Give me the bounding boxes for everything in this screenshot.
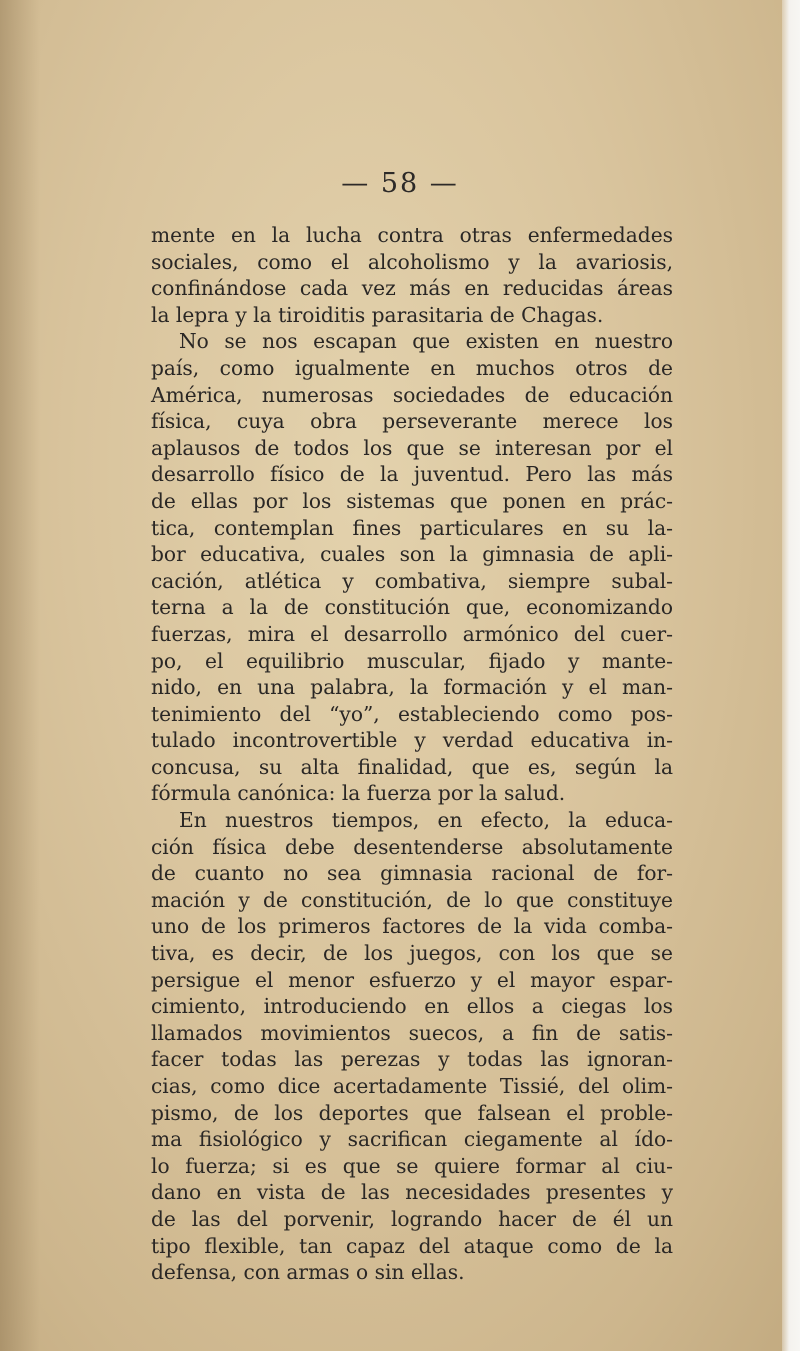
text-line: No se nos escapan que existen en nuestro	[179, 329, 673, 354]
text-line: pismo, de los deportes que falsean el proble-	[151, 1100, 673, 1125]
text-line: defensa, con armas o sin ellas.	[151, 1260, 465, 1285]
text-line: uno de los primeros factores de la vida comba-	[151, 914, 673, 939]
text-line: lo fuerza; si es que se quiere formar al ciu-	[151, 1153, 673, 1178]
text-line: de ellas por los sistemas que ponen en prác-	[151, 488, 673, 513]
text-line: desarrollo físico de la juventud. Pero las más	[151, 462, 673, 487]
text-line: dano en vista de las necesidades presentes y	[151, 1180, 673, 1205]
text-line: la lepra y la tiroiditis parasitaria de Chagas.	[151, 302, 604, 327]
paragraph	[151, 222, 673, 328]
text-line: cimiento, introduciendo en ellos a ciegas los	[151, 994, 673, 1019]
text-line: mente en la lucha contra otras enfermedades	[151, 223, 673, 247]
text-line: tenimiento del “yo”, estableciendo como pos-	[151, 701, 673, 726]
text-line: En nuestros tiempos, en efecto, la educa-	[179, 808, 673, 833]
text-line: país, como igualmente en muchos otros de	[151, 355, 673, 380]
text-line: sociales, como el alcoholismo y la avariosis,	[151, 249, 673, 274]
text-line: concusa, su alta finalidad, que es, según la	[151, 754, 673, 779]
text-line: ción física debe desentenderse absolutamente	[151, 834, 673, 859]
text-line: persigue el menor esfuerzo y el mayor espar-	[151, 967, 673, 992]
text-line: tiva, es decir, de los juegos, con los que se	[151, 941, 673, 966]
text-line: de cuanto no sea gimnasia racional de for-	[151, 861, 673, 886]
text-line: tulado incontrovertible y verdad educativa in-	[151, 728, 673, 753]
text-line: cias, como dice acertadamente Tissié, del olim-	[151, 1074, 673, 1098]
text-line: fuerzas, mira el desarrollo armónico del cuer-	[151, 621, 673, 646]
text-line: física, cuya obra perseverante merece los	[151, 409, 673, 434]
paragraph	[151, 807, 673, 1286]
text-line: confinándose cada vez más en reducidas áreas	[151, 276, 673, 301]
text-line: ma fisiológico y sacrifican ciegamente al ído-	[151, 1127, 673, 1152]
page-number: — 58 —	[341, 168, 459, 199]
text-line: América, numerosas sociedades de educación	[151, 382, 673, 407]
text-line: tica, contemplan fines particulares en su la-	[151, 515, 673, 540]
body-text	[151, 222, 673, 1286]
text-line: facer todas las perezas y todas las ignoran-	[151, 1047, 673, 1072]
text-line: aplausos de todos los que se interesan por el	[151, 435, 673, 460]
text-line: de las del porvenir, logrando hacer de él un	[151, 1206, 673, 1231]
text-line: llamados movimientos suecos, a fin de satis-	[151, 1020, 673, 1045]
text-line: terna a la de constitución que, economizando	[151, 595, 673, 620]
text-line: bor educativa, cuales son la gimnasia de apli-	[151, 542, 673, 567]
text-line: fórmula canónica: la fuerza por la salud.	[151, 781, 566, 806]
text-line: mación y de constitución, de lo que constituye	[151, 887, 673, 912]
paragraph	[151, 328, 673, 807]
text-line: po, el equilibrio muscular, fijado y mante-	[151, 648, 673, 673]
text-line: nido, en una palabra, la formación y el man-	[151, 675, 673, 700]
text-line: cación, atlética y combativa, siempre subal-	[151, 568, 673, 593]
text-line: tipo flexible, tan capaz del ataque como de la	[151, 1233, 673, 1258]
